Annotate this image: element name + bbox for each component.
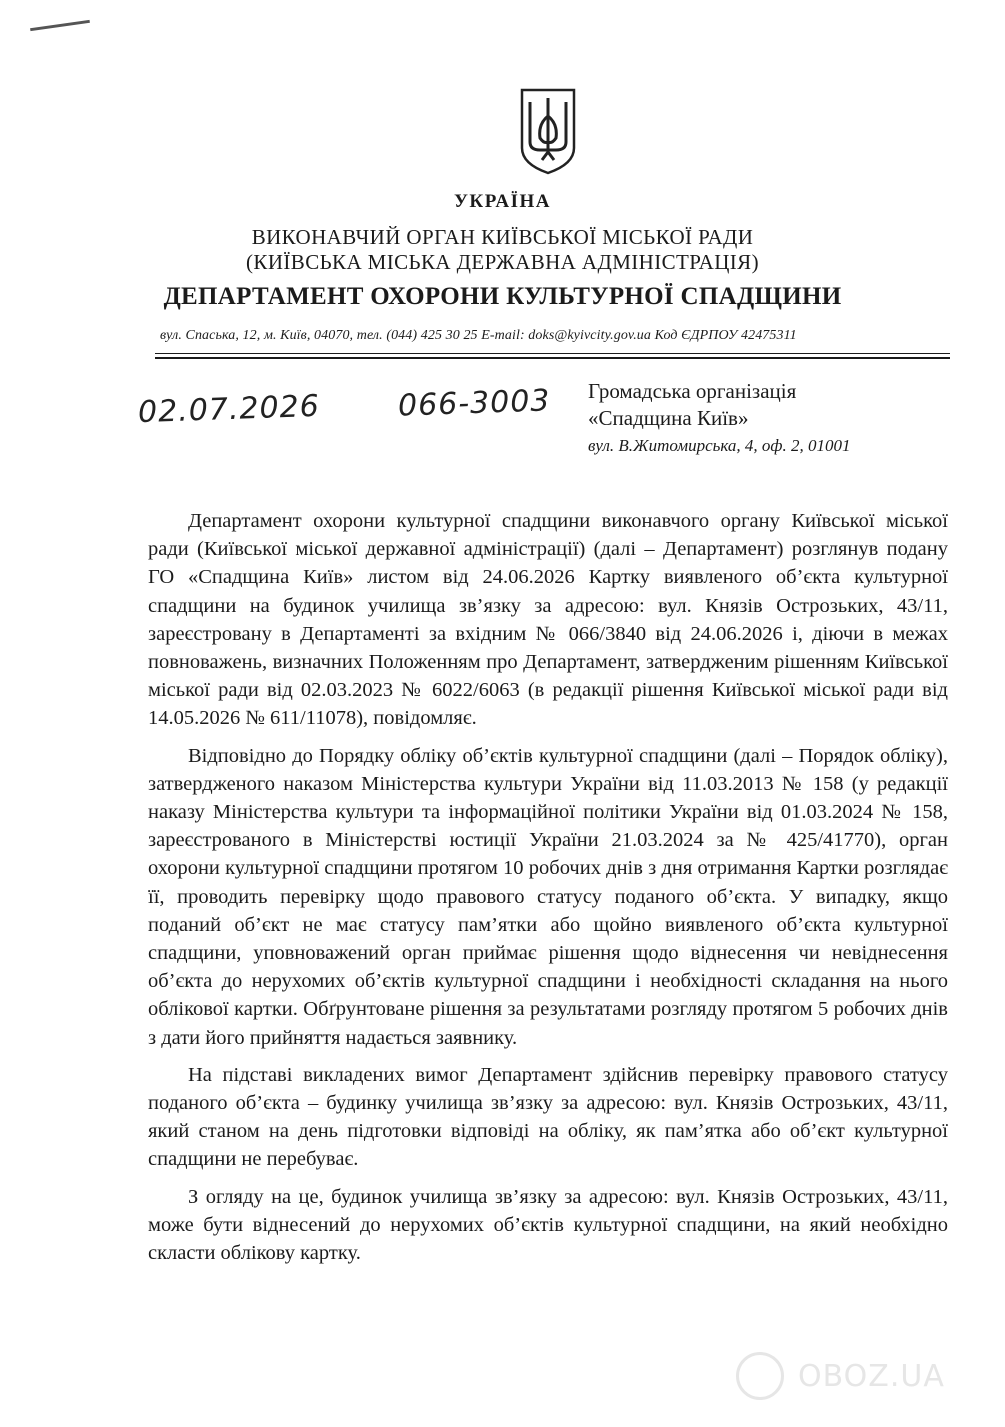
watermark-text: OBOZ.UA <box>798 1358 945 1394</box>
letter-body <box>148 507 948 1276</box>
handwritten-date: 02.07.2026 <box>137 388 321 431</box>
trident-emblem-icon <box>518 86 578 176</box>
watermark <box>736 1352 945 1400</box>
addressee-address: вул. В.Житомирська, 4, оф. 2, 01001 <box>588 436 851 455</box>
body-paragraph: Відповідно до Порядку обліку об’єктів культурної спадщини (далі – Порядок обліку), затвердженого наказом Міністерства культури України від 11.03.2013 № 158 (у редакції наказу Міністерства культури та інформаційної політики України від 01.03.2024 № 158, зареєстрованого в Міністерстві юстиції України 21.03.2024 за № 425/41770), орган охорони культурної спадщини протягом 10 робочих днів з дня отримання Картки розглядає її, проводить перевірку щодо правового статусу поданого об’єкта. У випадку, якщо поданий об’єкт не має статусу пам’ятки або щойно виявленого об’єкта культурної спадщини, уповноважений орган приймає рішення щодо віднесення чи невіднесення об’єкта до нерухомих об’єктів культурної спадщини і необхідності складання на нього облікової картки. Обґрунтоване рішення за результатами розгляду протягом 5 робочих днів з дати його прийняття надається заявнику. <box>148 744 948 1049</box>
body-paragraph: На підставі викладених вимог Департамент здійснив перевірку правового статусу поданого об’єкта – будинку училища зв’язку за адресою: вул. Князів Острозьких, 43/11, який станом на день підготовки відповіді на обліку, як пам’ятка або об’єкт культурної спадщини не перебуває. <box>148 1063 948 1171</box>
scan-pen-mark <box>30 20 90 31</box>
header-rule-thin <box>155 353 950 354</box>
oboz-logo-icon <box>736 1352 784 1400</box>
addressee-name-line1: Громадська організація <box>588 379 797 403</box>
contact-line: вул. Спаська, 12, м. Київ, 04070, тел. (044) 425 30 25 E-mail: doks@kyivcity.gov.ua Код ЄДРПОУ 42475311 <box>160 328 797 343</box>
department-title: ДЕПАРТАМЕНТ ОХОРОНИ КУЛЬТУРНОЇ СПАДЩИНИ <box>163 283 842 310</box>
body-paragraph: Департамент охорони культурної спадщини виконавчого органу Київської міської ради (Київської міської державної адміністрації) (далі – Департамент) розглянув подану ГО «Спадщина Київ» листом від 24.06.2026 Картку виявленого об’єкта культурної спадщини на будинок училища зв’язку за адресою: вул. Князів Острозьких, 43/11, зареєстровану в Департаменті за вхідним № 066/3840 від 24.06.2026 і, діючи в межах повноважень, визначних Положенням про Департамент, затвердженим рішенням Київської міської ради від 02.03.2023 № 6022/6063 (в редакції рішення Київської міської ради від 14.05.2026 № 611/11078), повідомляє. <box>148 510 948 730</box>
header-rule-thick <box>155 357 950 359</box>
org-name-line2: (КИЇВСЬКА МІСЬКА ДЕРЖАВНА АДМІНІСТРАЦІЯ) <box>246 250 759 274</box>
body-paragraph: З огляду на це, будинок училища зв’язку за адресою: вул. Князів Острозьких, 43/11, може бути віднесений до нерухомих об’єктів культурної спадщини, на який необхідно скласти облікову картку. <box>148 1185 948 1265</box>
org-name-line1: ВИКОНАВЧИЙ ОРГАН КИЇВСЬКОЇ МІСЬКОЇ РАДИ <box>251 225 754 249</box>
handwritten-reg-number: 066-3003 <box>397 383 552 424</box>
addressee-block <box>588 378 850 459</box>
addressee-name-line2: «Спадщина Київ» <box>588 406 749 430</box>
country-title: УКРАЇНА <box>453 191 551 212</box>
